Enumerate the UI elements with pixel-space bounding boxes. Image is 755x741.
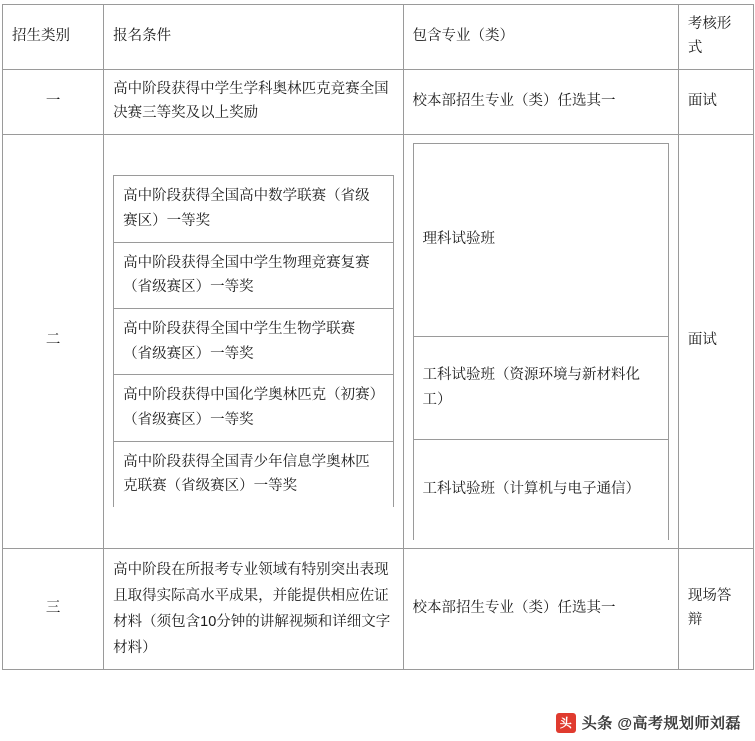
row3-exam: 现场答辩	[678, 548, 753, 669]
row3-conditions: 高中阶段在所报考专业领域有特别突出表现且取得实际高水平成果，并能提供相应佐证材料（须包含10分钟的讲解视频和详细文字材料）	[104, 548, 403, 669]
row2-major-2: 工科试验班（资源环境与新材料化工）	[413, 336, 668, 439]
row2-major-3: 工科试验班（计算机与电子通信）	[413, 439, 668, 540]
table-row	[3, 134, 754, 548]
header-majors: 包含专业（类）	[403, 5, 678, 70]
watermark	[556, 712, 741, 733]
row3-majors: 校本部招生专业（类）任选其一	[403, 548, 678, 669]
row1-exam: 面试	[678, 69, 753, 134]
row2-condition-2: 高中阶段获得全国中学生物理竞赛复赛（省级赛区）一等奖	[114, 242, 393, 308]
list-item	[114, 441, 393, 507]
row2-major-1: 理科试验班	[413, 143, 668, 336]
header-exam: 考核形式	[678, 5, 753, 70]
row2-condition-4: 高中阶段获得中国化学奥林匹克（初赛）（省级赛区）一等奖	[114, 375, 393, 441]
row2-exam: 面试	[678, 134, 753, 548]
list-item	[114, 176, 393, 242]
header-category: 招生类别	[3, 5, 104, 70]
list-item	[413, 336, 668, 439]
list-item	[114, 309, 393, 375]
header-conditions: 报名条件	[104, 5, 403, 70]
row1-conditions: 高中阶段获得中学生学科奥林匹克竞赛全国决赛三等奖及以上奖励	[104, 69, 403, 134]
document-page	[0, 4, 755, 741]
list-item	[413, 143, 668, 336]
admission-requirements-table	[2, 4, 754, 670]
toutiao-logo-icon: 头	[556, 713, 576, 733]
row2-category: 二	[3, 134, 104, 548]
row3-category: 三	[3, 548, 104, 669]
watermark-text: 头条 @高考规划师刘磊	[581, 715, 741, 732]
row1-majors: 校本部招生专业（类）任选其一	[403, 69, 678, 134]
list-item	[413, 439, 668, 540]
table-header-row	[3, 5, 754, 70]
list-item	[114, 242, 393, 308]
row2-conditions-group	[104, 134, 403, 548]
table-row	[3, 548, 754, 669]
row2-condition-3: 高中阶段获得全国中学生生物学联赛（省级赛区）一等奖	[114, 309, 393, 375]
row2-majors-list	[413, 143, 669, 540]
row2-majors-group	[403, 134, 678, 548]
table-row	[3, 69, 754, 134]
row2-condition-1: 高中阶段获得全国高中数学联赛（省级赛区）一等奖	[114, 176, 393, 242]
row1-category: 一	[3, 69, 104, 134]
list-item	[114, 375, 393, 441]
row2-condition-5: 高中阶段获得全国青少年信息学奥林匹克联赛（省级赛区）一等奖	[114, 441, 393, 507]
row2-conditions-list	[113, 175, 393, 506]
